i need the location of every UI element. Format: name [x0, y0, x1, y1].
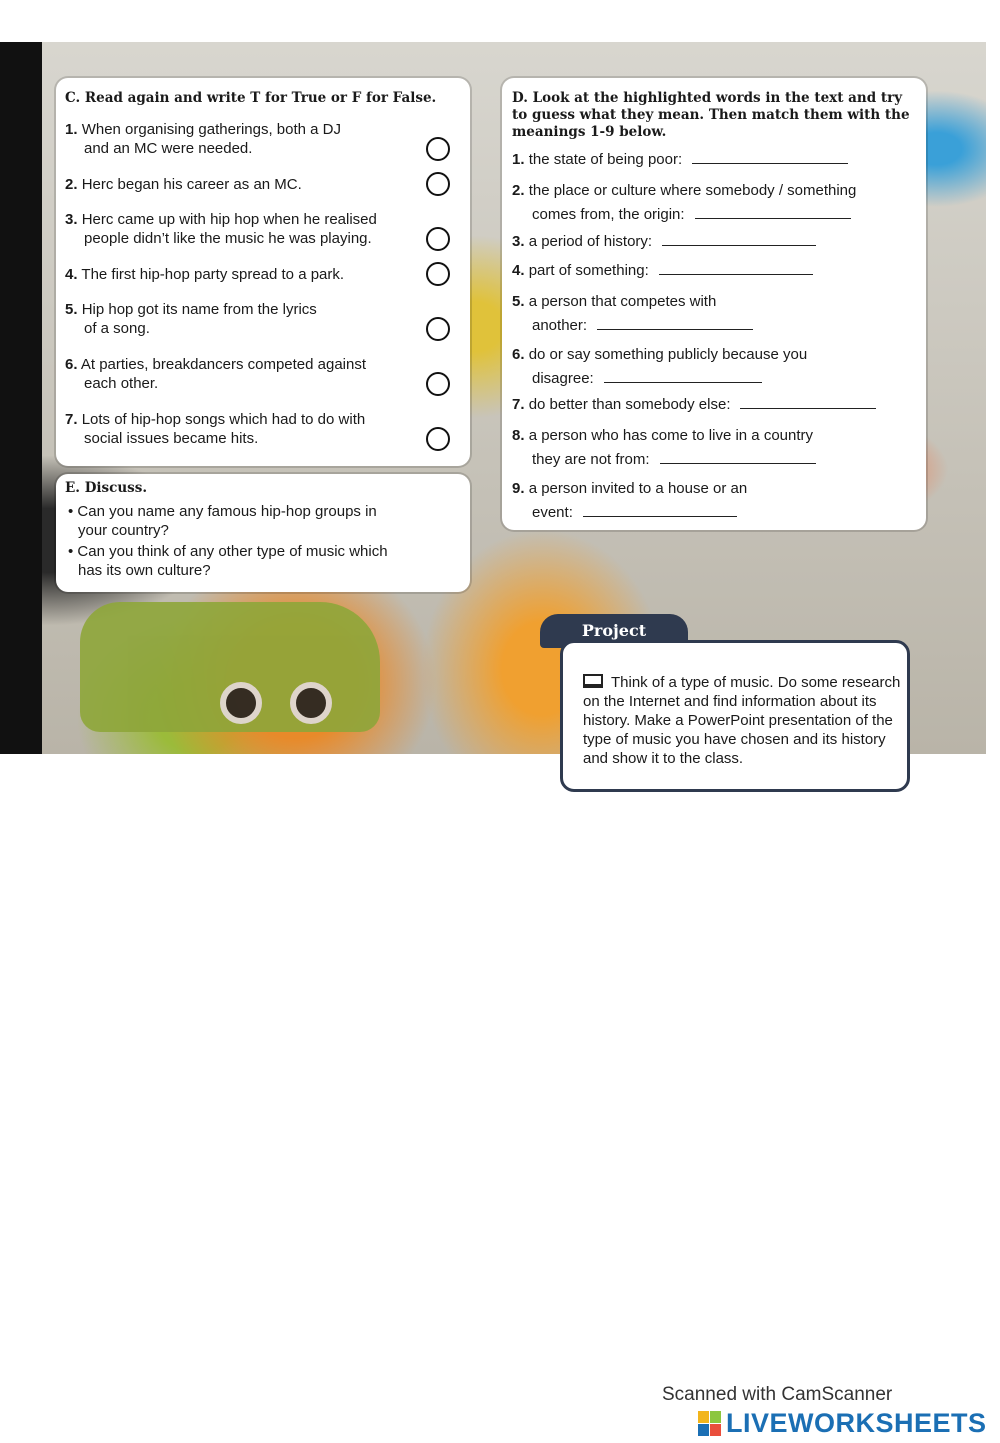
graffiti-car-illustration — [80, 602, 380, 732]
section-d-item: 9. a person invited to a house or an event: — [512, 480, 748, 521]
answer-blank-5[interactable] — [597, 317, 753, 330]
section-c-item: 2. Herc began his career as an MC. — [65, 176, 302, 193]
discussion-bullet: • Can you think of any other type of music which has its own culture? — [68, 543, 388, 579]
section-c-title: C. Read again and write T for True or F for False. — [65, 90, 437, 106]
section-d-item: 7. do better than somebody else: — [512, 395, 876, 414]
answer-blank-9[interactable] — [583, 504, 737, 517]
answer-circle-4[interactable] — [426, 262, 450, 286]
section-c-item: 5. Hip hop got its name from the lyrics of a song. — [65, 301, 317, 337]
answer-circle-6[interactable] — [426, 372, 450, 396]
section-e-panel — [56, 474, 470, 592]
liveworksheets-brand: LIVEWORKSHEETS — [726, 1408, 987, 1438]
project-label: Project — [540, 614, 688, 648]
page-spine-shadow — [0, 42, 42, 754]
textbook-page-scan — [0, 42, 986, 767]
section-c-item: 3. Herc came up with hip hop when he realised people didn’t like the music he was playing. — [65, 211, 377, 247]
answer-blank-8[interactable] — [660, 451, 816, 464]
answer-circle-5[interactable] — [426, 317, 450, 341]
answer-blank-6[interactable] — [604, 370, 762, 383]
project-instructions: Think of a type of music. Do some research on the Internet and find information about its history. Make a PowerPoint presentation of the type of music you have chosen and its history and show it to the class. — [583, 674, 901, 767]
section-d-item: 8. a person who has come to live in a country they are not from: — [512, 424, 816, 472]
section-d-panel — [502, 78, 926, 530]
section-d-item: 4. part of something: — [512, 261, 813, 280]
section-d-item: 1. the state of being poor: — [512, 150, 848, 169]
camscanner-watermark: Scanned with CamScanner — [662, 1384, 893, 1405]
answer-blank-3[interactable] — [662, 233, 816, 246]
answer-blank-7[interactable] — [740, 396, 876, 409]
answer-blank-1[interactable] — [692, 151, 848, 164]
answer-circle-7[interactable] — [426, 427, 450, 451]
car-wheel — [220, 682, 262, 724]
answer-blank-4[interactable] — [659, 262, 813, 275]
answer-circle-1[interactable] — [426, 137, 450, 161]
section-c-item: 6. At parties, breakdancers competed against each other. — [65, 356, 367, 392]
section-c-item: 4. The first hip-hop party spread to a park. — [65, 266, 345, 283]
section-d-item: 3. a period of history: — [512, 232, 816, 251]
section-d-item: 6. do or say something publicly because you disagree: — [512, 346, 808, 387]
section-e-title: E. Discuss. — [65, 480, 148, 496]
section-c-item: 7. Lots of hip-hop songs which had to do with social issues became hits. — [65, 411, 366, 447]
answer-blank-2[interactable] — [695, 206, 851, 219]
section-d-item: 2. the place or culture where somebody / something comes from, the origin: — [512, 182, 857, 223]
section-d-title: D. Look at the highlighted words in the text and try to guess what they mean. Then match them with the meanings 1-9 below. — [512, 90, 910, 140]
presentation-screen-icon — [583, 674, 603, 688]
section-d-item: 5. a person that competes with another: — [512, 290, 753, 338]
discussion-bullet: • Can you name any famous hip-hop groups in your country? — [68, 503, 377, 539]
section-c-panel — [56, 78, 470, 466]
answer-circle-3[interactable] — [426, 227, 450, 251]
project-panel — [560, 640, 910, 792]
liveworksheets-logo-icon — [698, 1411, 722, 1437]
section-c-item: 1. When organising gatherings, both a DJ and an MC were needed. — [65, 121, 342, 157]
car-wheel — [290, 682, 332, 724]
answer-circle-2[interactable] — [426, 172, 450, 196]
